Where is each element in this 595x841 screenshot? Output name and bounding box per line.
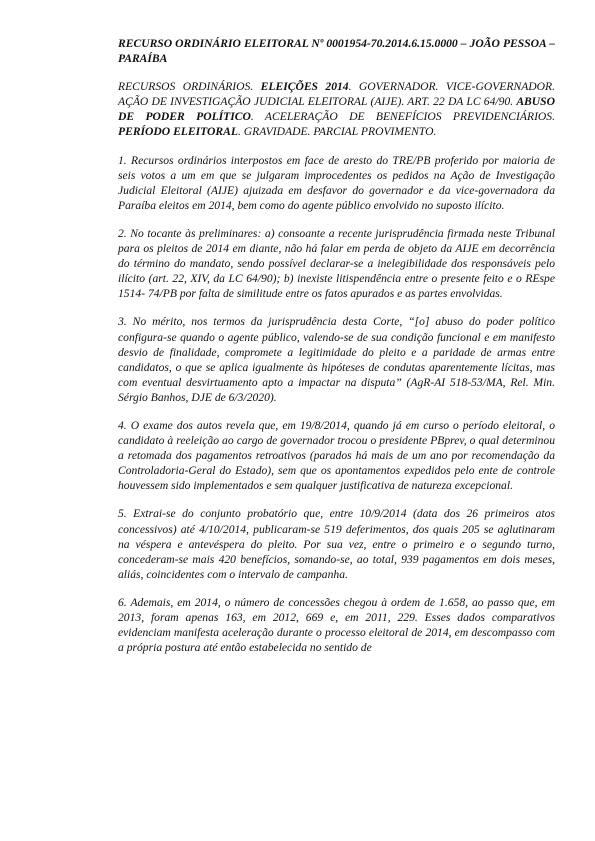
summary-segment: . GRAVIDADE. PARCIAL PROVIMENTO. xyxy=(237,125,437,139)
paragraph-4: 4. O exame dos autos revela que, em 19/8/2014, quando já em curso o período eleitoral, o candidato à reeleição ao cargo de governador trocou o presidente PBprev, o qual determinou a retomada dos pagamentos retroativos (parados há mais de um ano por recomendação da Controladoria-Geral do Estado), sem que os apontamentos expedidos pelo ente de controle houvessem sido implementados e sem qualquer justificativa de natureza excepcional. xyxy=(118,418,555,493)
paragraph-3: 3. No mérito, nos termos da jurisprudência desta Corte, “[o] abuso do poder político configura-se quando o agente público, valendo-se de sua condição funcional e em manifesto desvio de finalidade, compromete a legitimidade do pleito e a paridade de armas entre candidatos, o que se aplica igualmente às hipóteses de condutas aparentemente lícitas, mas com eventual desvirtuamento apto a impactar na disputa” (AgR-AI 518-53/MA, Rel. Min. Sérgio Banhos, DJE de 6/3/2020). xyxy=(118,315,555,404)
paragraph-5: 5. Extrai-se do conjunto probatório que, entre 10/9/2014 (data dos 26 primeiros atos concessivos) até 4/10/2014, publicaram-se 519 deferimentos, dos quais 205 se aglutinaram na véspera e antevéspera do pleito. Por sua vez, entre o primeiro e o segundo turno, concederam-se mais 420 benefícios, somando-se, ao total, 939 pagamentos em dois meses, aliás, coincidentes com o intervalo de campanha. xyxy=(118,507,555,581)
summary-segment-bold: ABUSO DE PODER POLÍTICO xyxy=(118,95,555,124)
paragraph-6: 6. Ademais, em 2014, o número de concessões chegou à ordem de 1.658, ao passo que, em 2013, foram apenas 163, em 2012, 669 e, em 2011, 229. Esses dados comparativos evidenciam manifesta aceleração durante o processo eleitoral de 2014, em descompasso com a própria postura até então estabelecida no sentido de xyxy=(118,595,555,655)
case-summary xyxy=(118,79,555,139)
summary-segment: . ACELERAÇÃO DE BENEFÍCIOS PREVIDENCIÁRIOS. xyxy=(250,110,555,124)
summary-segment-bold: PERÍODO ELEITORAL xyxy=(118,125,238,139)
paragraph-2: 2. No tocante às preliminares: a) consoante a recente jurisprudência firmada neste Tribunal para os pleitos de 2014 em diante, não há falar em perda de objeto da AIJE em decorrência do término do mandato, sendo possível declarar-se a inelegibilidade dos responsáveis pelo ilícito (art. 22, XIV, da LC 64/90); b) inexiste litispendência entre o presente feito e o REspe 1514- 74/PB por falta de similitude entre os fatos apurados e as partes envolvidas. xyxy=(118,226,555,301)
document-page xyxy=(118,36,555,668)
summary-segment-bold: ELEIÇÕES 2014 xyxy=(260,80,349,94)
case-title: RECURSO ORDINÁRIO ELEITORAL Nº 0001954-70.2014.6.15.0000 – JOÃO PESSOA – PARAÍBA xyxy=(118,37,555,66)
summary-segment: RECURSOS ORDINÁRIOS. xyxy=(118,80,261,94)
paragraph-1: 1. Recursos ordinários interpostos em face de aresto do TRE/PB proferido por maioria de seis votos a um em que se julgaram improcedentes os pedidos na Ação de Investigação Judicial Eleitoral (AIJE) ajuizada em desfavor do governador e da vice-governadora da Paraíba eleitos em 2014, bem como do agente público envolvido no suposto ilícito. xyxy=(118,153,555,212)
summary-segment: . GOVERNADOR. VICE-GOVERNADOR. AÇÃO DE INVESTIGAÇÃO JUDICIAL ELEITORAL (AIJE). ART. 22 DA LC 64/90. xyxy=(118,80,555,109)
